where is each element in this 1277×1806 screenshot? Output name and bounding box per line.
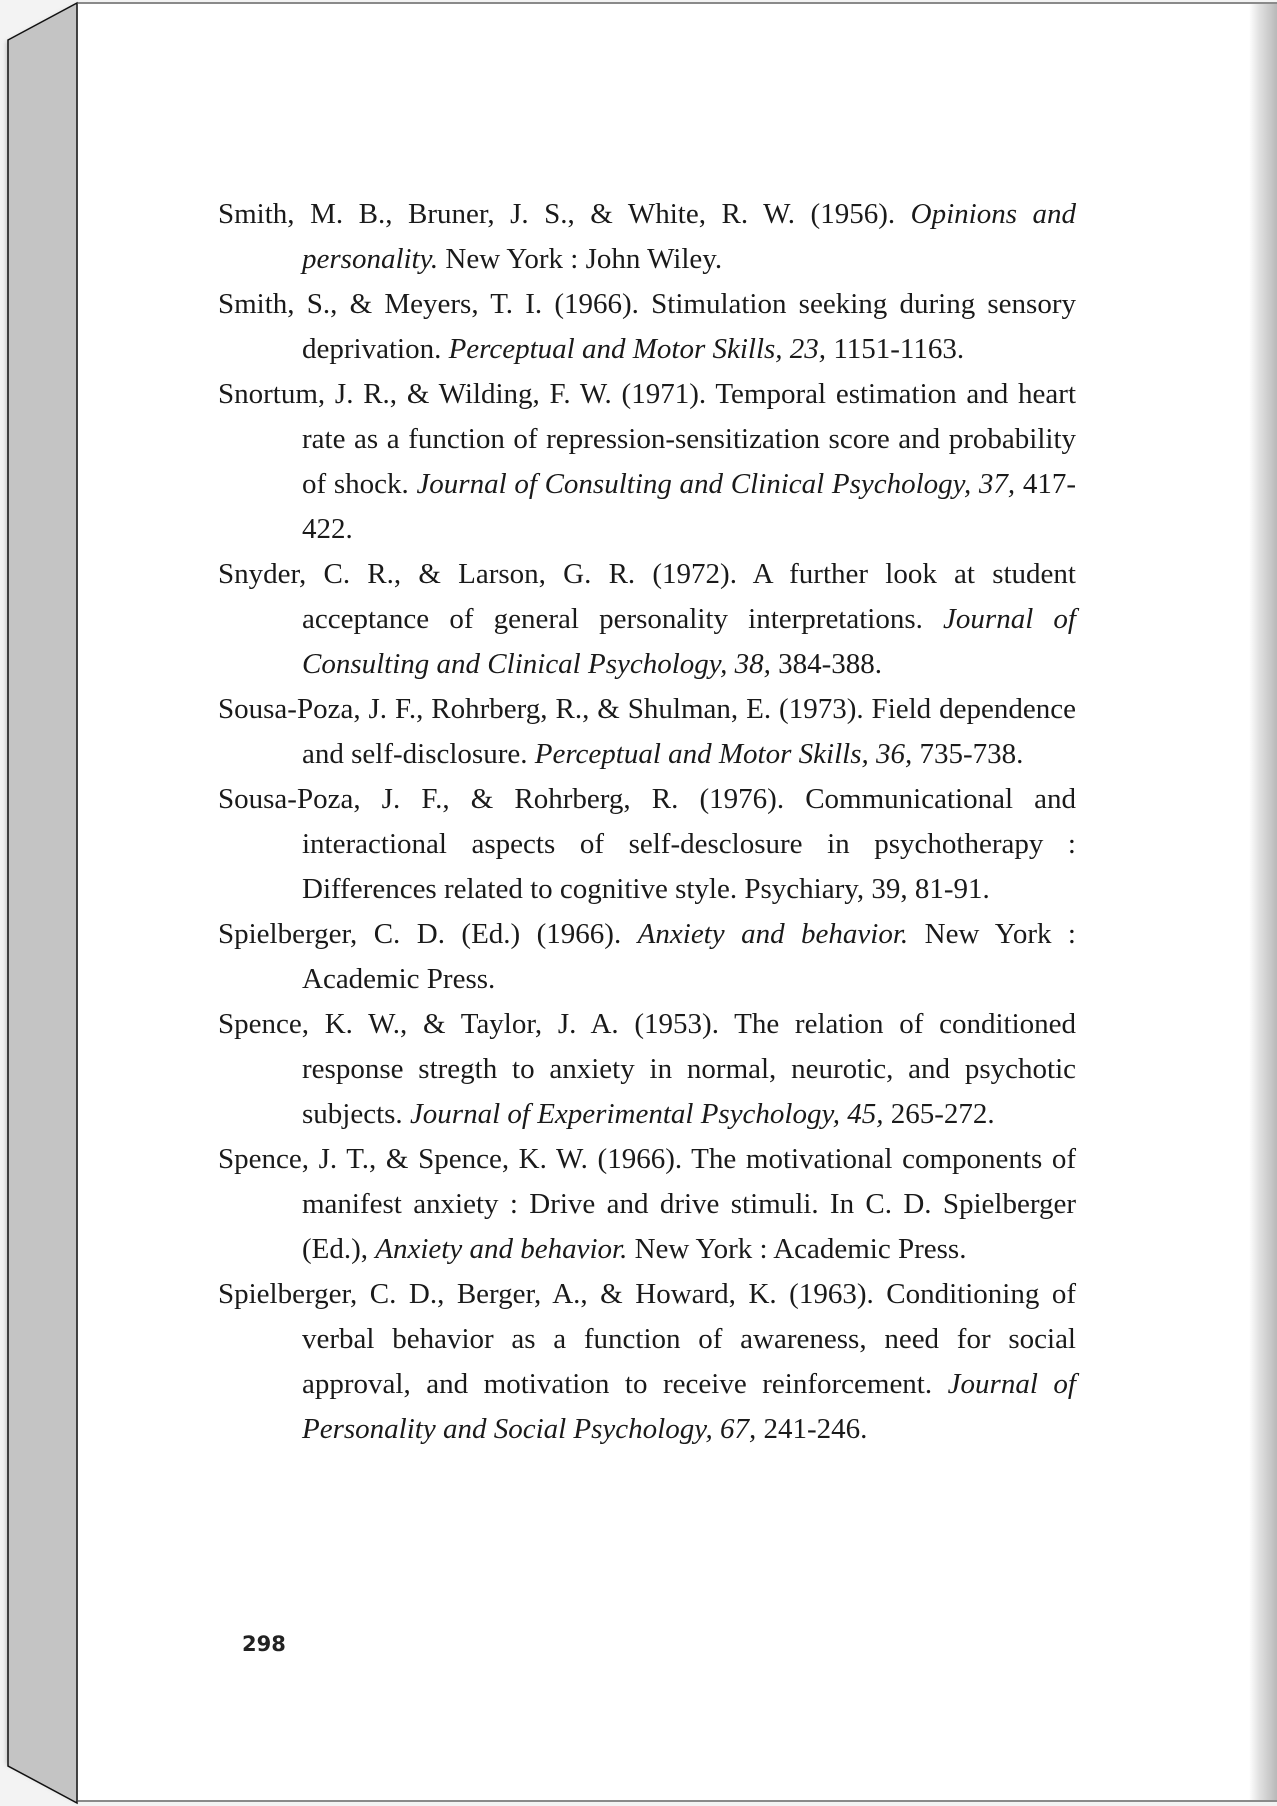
ref-text: Snortum, J. R., & Wilding, F. W. (1971). Temporal estimation and heart rate as a function of repression-sensitization score and probability of shock. <box>218 378 1076 500</box>
ref-text: Spielberger, C. D. (Ed.) (1966). <box>218 918 638 950</box>
reference-entry <box>218 282 1076 372</box>
ref-pages: 735-738. <box>912 738 1024 770</box>
ref-pages: 265-272. <box>883 1098 995 1130</box>
ref-title-italic: Opinions and personality. <box>302 198 1077 275</box>
reference-entry <box>218 912 1076 1002</box>
ref-pages: 384-388. <box>770 648 882 680</box>
ref-journal-italic: Journal of Experimental Psychology, 45, <box>409 1098 884 1130</box>
reference-entry <box>218 687 1076 777</box>
ref-text: Spence, K. W., & Taylor, J. A. (1953). The relation of conditioned response stregth to anxiety in normal, neurotic, and psychotic subjects. <box>218 1008 1076 1130</box>
ref-text: Spielberger, C. D., Berger, A., & Howard, K. (1963). Conditioning of verbal behavior as a function of awareness, need for social approval, and motivation to receive reinforcement. <box>218 1278 1076 1400</box>
ref-pages: 1151-1163. <box>826 333 965 365</box>
ref-text: Smith, M. B., Bruner, J. S., & White, R. W. (1956). <box>218 198 911 230</box>
ref-journal-italic: Journal of Consulting and Clinical Psychology, 37, <box>416 468 1016 500</box>
reference-entry <box>218 1002 1076 1137</box>
ref-text: Sousa-Poza, J. F., & Rohrberg, R. (1976). Communicational and interactional aspects of self-desclosure in psychotherapy : Differences related to cognitive style. Psychiary, 39, 81-91. <box>218 783 1076 905</box>
ref-text: New York : John Wiley. <box>438 243 723 275</box>
ref-text: New York : Academic Press. <box>627 1233 967 1265</box>
ref-title-italic: Anxiety and behavior. <box>375 1233 628 1265</box>
reference-entry <box>218 192 1076 282</box>
page-curl-shadow <box>1249 4 1277 1800</box>
ref-text: Spence, J. T., & Spence, K. W. (1966). The motivational components of manifest anxiety : Drive and drive stimuli. In C. D. Spielberger (Ed.), <box>218 1143 1076 1265</box>
ref-text: Snyder, C. R., & Larson, G. R. (1972). A further look at student acceptance of general personality interpretations. <box>218 558 1076 635</box>
reference-list <box>218 192 1076 1452</box>
ref-title-italic: Anxiety and behavior. <box>637 918 909 950</box>
ref-pages: 241-246. <box>756 1413 868 1445</box>
reference-entry <box>218 777 1076 912</box>
ref-text: Smith, S., & Meyers, T. I. (1966). Stimulation seeking during sensory deprivation. <box>218 288 1076 365</box>
ref-text: New York : Academic Press. <box>302 918 1076 995</box>
page-number: 298 <box>242 1632 286 1656</box>
ref-pages: 417-422. <box>302 468 1076 545</box>
reference-entry <box>218 552 1076 687</box>
ref-text: Sousa-Poza, J. F., Rohrberg, R., & Shulman, E. (1973). Field dependence and self-disclosure. <box>218 693 1076 770</box>
document-page <box>78 2 1277 1802</box>
book-page-edge <box>0 0 80 1806</box>
reference-entry <box>218 1272 1076 1452</box>
reference-entry <box>218 372 1076 552</box>
ref-journal-italic: Journal of Consulting and Clinical Psychology, 38, <box>302 603 1076 680</box>
reference-entry <box>218 1137 1076 1272</box>
ref-journal-italic: Perceptual and Motor Skills, 36, <box>534 738 913 770</box>
ref-journal-italic: Perceptual and Motor Skills, 23, <box>448 333 827 365</box>
ref-journal-italic: Journal of Personality and Social Psychology, 67, <box>302 1368 1076 1445</box>
